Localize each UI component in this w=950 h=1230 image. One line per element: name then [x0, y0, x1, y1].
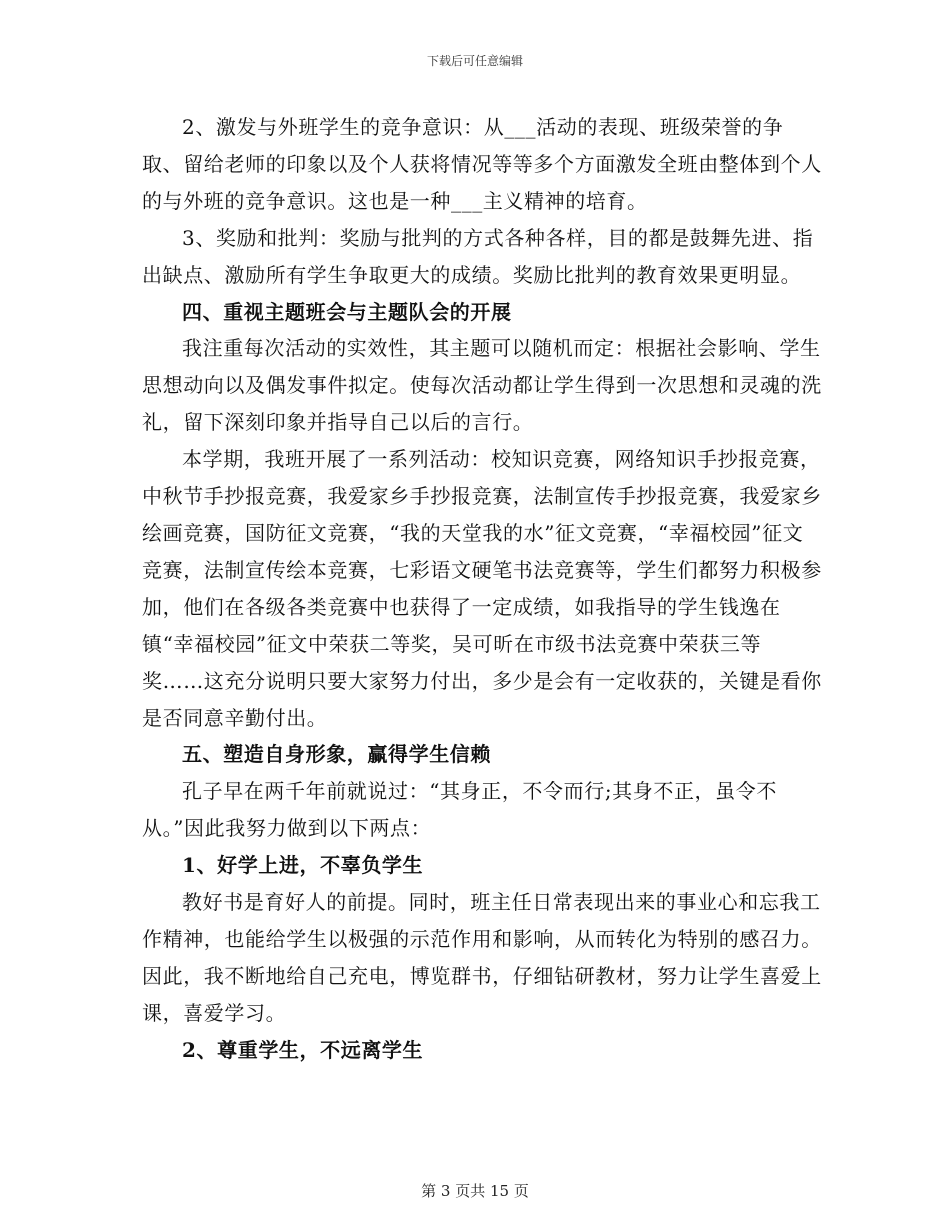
paragraph-teach-well: 教好书是育好人的前提。同时，班主任日常表现出来的事业心和忘我工作精神，也能给学生以极强的示范作用和影响，从而转化为特别的感召力。因此，我不断地给自己充电，博览群书，仔细钻研教材，努力让学生喜爱上课，喜爱学习。 [142, 890, 822, 1025]
section-heading-self-image: 五、塑造自身形象，赢得学生信赖 [182, 742, 491, 767]
section-heading-theme-meetings: 四、重视主题班会与主题队会的开展 [182, 299, 512, 324]
paragraph-reward-criticism: 3、奖励和批判：奖励与批判的方式各种各样，目的都是鼓舞先进、指出缺点、激励所有学生争取更大的成绩。奖励比批判的教育效果更明显。 [142, 225, 814, 287]
paragraph-activity-effectiveness: 我注重每次活动的实效性，其主题可以随机而定：根据社会影响、学生思想动向以及偶发事件拟定。使每次活动都让学生得到一次思想和灵魂的洗礼，留下深刻印象并指导自己以后的言行。 [142, 336, 822, 435]
paragraph-competition-awareness: 2、激发与外班学生的竞争意识：从___活动的表现、班级荣誉的争取、留给老师的印象以及个人获将情况等等多个方面激发全班由整体到个人的与外班的竞争意识。这也是一种___主义精神的培育。 [142, 115, 822, 213]
paragraph-semester-activities: 本学期，我班开展了一系列活动：校知识竞赛，网络知识手抄报竞赛，中秋节手抄报竞赛，我爱家乡手抄报竞赛，法制宣传手抄报竞赛，我爱家乡绘画竞赛，国防征文竞赛，“我的天堂我的水”征文竞赛，“幸福校园”征文竞赛，法制宣传绘本竞赛，七彩语文硬笔书法竞赛等，学生们都努力积极参加，他们在各级各类竞赛中也获得了一定成绩，如我指导的学生钱逸在镇“幸福校园”征文中荣获二等奖，吴可昕在市级书法竞赛中荣获三等奖……这充分说明只要大家努力付出，多少是会有一定收获的，关键是看你是否同意辛勤付出。 [142, 447, 822, 730]
subheading-respect-students: 2、尊重学生，不远离学生 [182, 1037, 424, 1062]
paragraph-confucius-quote: 孔子早在两千年前就说过：“其身正，不令而行;其身不正，虽令不从。”因此我努力做到以下两点： [142, 779, 777, 841]
page-header: 下载后可任意编辑 [426, 54, 523, 68]
page-number: 第 3 页共 15 页 [421, 1182, 529, 1200]
document-body [142, 109, 822, 1069]
subheading-study-hard: 1、好学上进，不辜负学生 [182, 853, 424, 878]
